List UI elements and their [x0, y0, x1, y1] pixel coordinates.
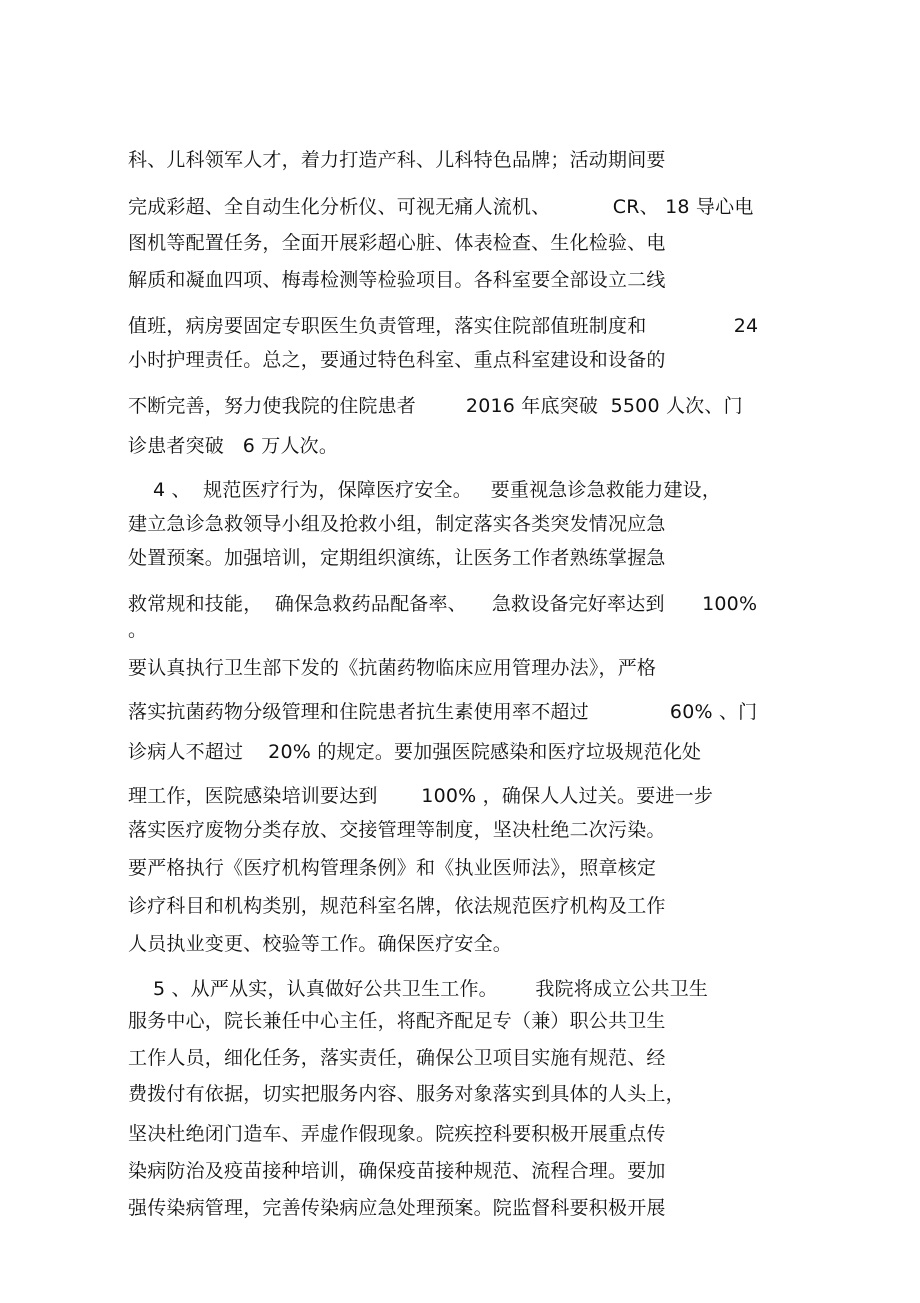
text-line: 要认真执行卫生部下发的《抗菌药物临床应用管理办法》，严格: [128, 657, 657, 679]
text-line: 落实医疗废物分类存放、交接管理等制度，坚决杜绝二次污染。: [128, 819, 666, 841]
text-line: 落实抗菌药物分级管理和住院患者抗生素使用率不超过 60% 、门: [128, 701, 758, 723]
text-line: 服务中心，院长兼任中心主任，将配齐配足专（兼）职公共卫生: [128, 1010, 666, 1032]
text-line: 工作人员，细化任务，落实责任，确保公卫项目实施有规范、经: [128, 1047, 666, 1069]
text-line: 救常规和技能， 确保急救药品配备率、 急救设备完好率达到 100%: [128, 593, 758, 615]
text-line: 要严格执行《医疗机构管理条例》和《执业医师法》，照章核定: [128, 857, 657, 879]
text-line: 诊患者突破 6 万人次。: [128, 435, 339, 457]
text-line: 不断完善，努力使我院的住院患者 2016 年底突破 5500 人次、门: [128, 395, 743, 417]
text-line: 强传染病管理，完善传染病应急处理预案。院监督科要积极开展: [128, 1197, 666, 1219]
text-line: 小时护理责任。总之，要通过特色科室、重点科室建设和设备的: [128, 349, 666, 371]
text-line: 处置预案。加强培训，定期组织演练，让医务工作者熟练掌握急: [128, 547, 666, 569]
text-line: 建立急诊急救领导小组及抢救小组，制定落实各类突发情况应急: [128, 513, 666, 535]
text-line: 诊病人不超过 20% 的规定。要加强医院感染和医疗垃圾规范化处: [128, 741, 702, 763]
text-line: 诊疗科目和机构类别，规范科室名牌，依法规范医疗机构及工作: [128, 895, 666, 917]
text-line: 理工作，医院感染培训要达到 100% ，确保人人过关。要进一步: [128, 785, 714, 807]
text-line: 解质和凝血四项、梅毒检测等检验项目。各科室要全部设立二线: [128, 269, 666, 291]
text-line: 。: [128, 619, 148, 641]
text-line: 科、儿科领军人才，着力打造产科、儿科特色品牌；活动期间要: [128, 149, 666, 171]
text-line: 坚决杜绝闭门造车、弄虚作假现象。院疾控科要积极开展重点传: [128, 1123, 666, 1145]
paragraph-5-start: 5 、从严从实，认真做好公共卫生工作。 我院将成立公共卫生: [128, 978, 709, 1000]
text-line: 完成彩超、全自动生化分析仪、可视无痛人流机、 CR、 18 导心电: [128, 196, 754, 218]
text-line: 值班，病房要固定专职医生负责管理，落实住院部值班制度和 24: [128, 315, 759, 337]
paragraph-4-start: 4 、 规范医疗行为，保障医疗安全。 要重视急诊急救能力建设，: [128, 479, 722, 501]
text-line: 人员执业变更、校验等工作。确保医疗安全。: [128, 933, 513, 955]
text-line: 图机等配置任务，全面开展彩超心脏、体表检查、生化检验、电: [128, 232, 666, 254]
text-line: 费拨付有依据，切实把服务内容、服务对象落实到具体的人头上，: [128, 1083, 685, 1105]
text-line: 染病防治及疫苗接种培训，确保疫苗接种规范、流程合理。要加: [128, 1160, 666, 1182]
